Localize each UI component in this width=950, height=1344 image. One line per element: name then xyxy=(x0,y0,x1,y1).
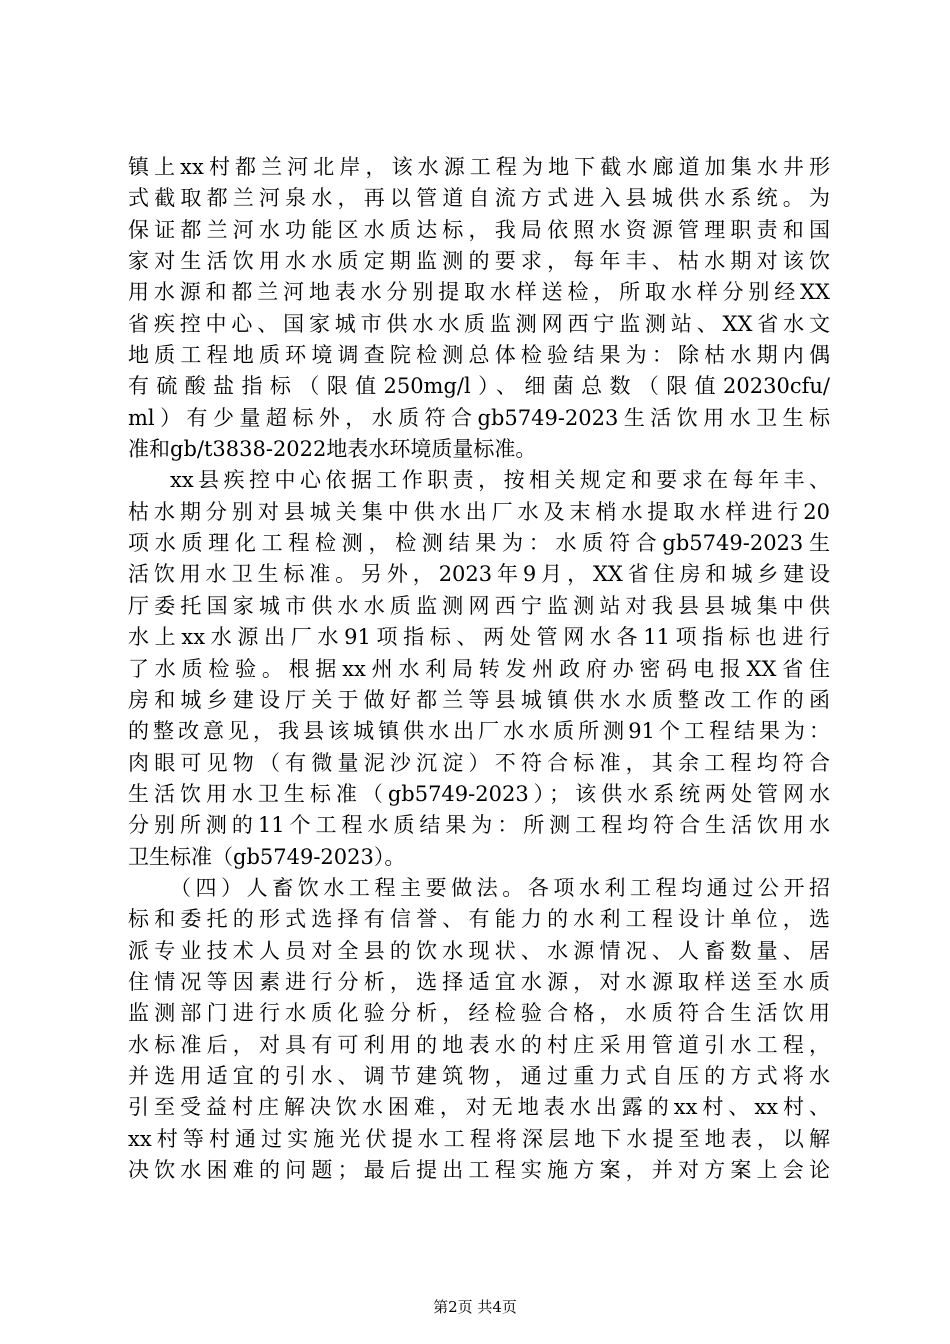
text-line: 并选用适宜的引水、调节建筑物，通过重力式自压的方式将水 xyxy=(128,1063,830,1088)
text-line: 决饮水困难的问题；最后提出工程实施方案，并对方案上会论 xyxy=(128,1158,830,1182)
text-line: 监测部门进行水质化验分析，经检验合格，水质符合生活饮用 xyxy=(128,1001,830,1026)
text-line: 省疾控中心、国家城市供水水质监测网西宁监测站、XX省水文 xyxy=(128,311,830,336)
text-line: 派专业技术人员对全县的饮水现状、水源情况、人畜数量、居 xyxy=(128,938,830,963)
page-footer xyxy=(0,1297,950,1317)
text-line: 了水质检验。根据xx州水利局转发州政府办密码电报XX省住 xyxy=(128,656,830,681)
text-line: xx县疾控中心依据工作职责，按相关规定和要求在每年丰、 xyxy=(170,468,830,493)
text-line: 枯水期分别对县城关集中供水出厂水及末梢水提取水样进行20 xyxy=(128,499,830,524)
text-line: 式截取都兰河泉水，再以管道自流方式进入县城供水系统。为 xyxy=(128,186,830,211)
text-line: 标和委托的形式选择有信誉、有能力的水利工程设计单位，选 xyxy=(128,907,830,932)
document-body xyxy=(128,152,830,1186)
text-line: 用水源和都兰河地表水分别提取水样送检，所取水样分别经XX xyxy=(128,280,830,305)
text-line: 保证都兰河水功能区水质达标，我局依照水资源管理职责和国 xyxy=(128,217,830,242)
text-line: 生活饮用水卫生标准（gb5749-2023）；该供水系统两处管网水 xyxy=(128,781,830,806)
text-line: 项水质理化工程检测，检测结果为：水质符合gb5749-2023生 xyxy=(128,531,830,556)
text-line: 活饮用水卫生标准。另外，2023年9月，XX省住房和城乡建设 xyxy=(128,562,830,587)
paragraph-cdc-testing xyxy=(128,465,830,872)
text-line: 地质工程地质环境调查院检测总体检验结果为：除枯水期内偶 xyxy=(128,343,830,368)
text-line: ml）有少量超标外，水质符合gb5749-2023生活饮用水卫生标 xyxy=(128,405,830,430)
text-line: 住情况等因素进行分析，选择适宜水源，对水源取样送至水质 xyxy=(128,969,830,994)
paragraph-drinking-water-methods xyxy=(128,873,830,1186)
text-line: 家对生活饮用水水质定期监测的要求，每年丰、枯水期对该饮 xyxy=(128,249,830,274)
text-line: 引至受益村庄解决饮水困难，对无地表水出露的xx村、xx村、 xyxy=(128,1095,830,1120)
text-line: 分别所测的11个工程水质结果为：所测工程均符合生活饮用水 xyxy=(128,813,830,838)
text-line: 的整改意见，我县该城镇供水出厂水水质所测91个工程结果为： xyxy=(128,719,830,744)
text-line: 水标准后，对具有可利用的地表水的村庄采用管道引水工程， xyxy=(128,1032,830,1057)
text-line: 卫生标准（gb5749-2023）。 xyxy=(128,844,406,869)
text-line: （四）人畜饮水工程主要做法。各项水利工程均通过公开招 xyxy=(170,875,830,900)
text-line: 厅委托国家城市供水水质监测网西宁监测站对我县县城集中供 xyxy=(128,593,830,618)
paragraph-water-source xyxy=(128,152,830,465)
page-number: 第2页 共4页 xyxy=(433,1298,517,1316)
text-line: xx村等村通过实施光伏提水工程将深层地下水提至地表，以解 xyxy=(128,1126,830,1151)
text-line: 镇上xx村都兰河北岸，该水源工程为地下截水廊道加集水井形 xyxy=(128,155,830,179)
text-line: 水上xx水源出厂水91项指标、两处管网水各11项指标也进行 xyxy=(128,625,830,650)
text-line: 有硫酸盐指标（限值250mg/l）、细菌总数（限值20230cfu/ xyxy=(128,374,830,399)
text-line: 房和城乡建设厅关于做好都兰等县城镇供水水质整改工作的函 xyxy=(128,687,830,712)
text-line: 准和gb/t3838-2022地表水环境质量标准。 xyxy=(128,437,537,462)
text-line: 肉眼可见物（有微量泥沙沉淀）不符合标准，其余工程均符合 xyxy=(128,750,830,775)
